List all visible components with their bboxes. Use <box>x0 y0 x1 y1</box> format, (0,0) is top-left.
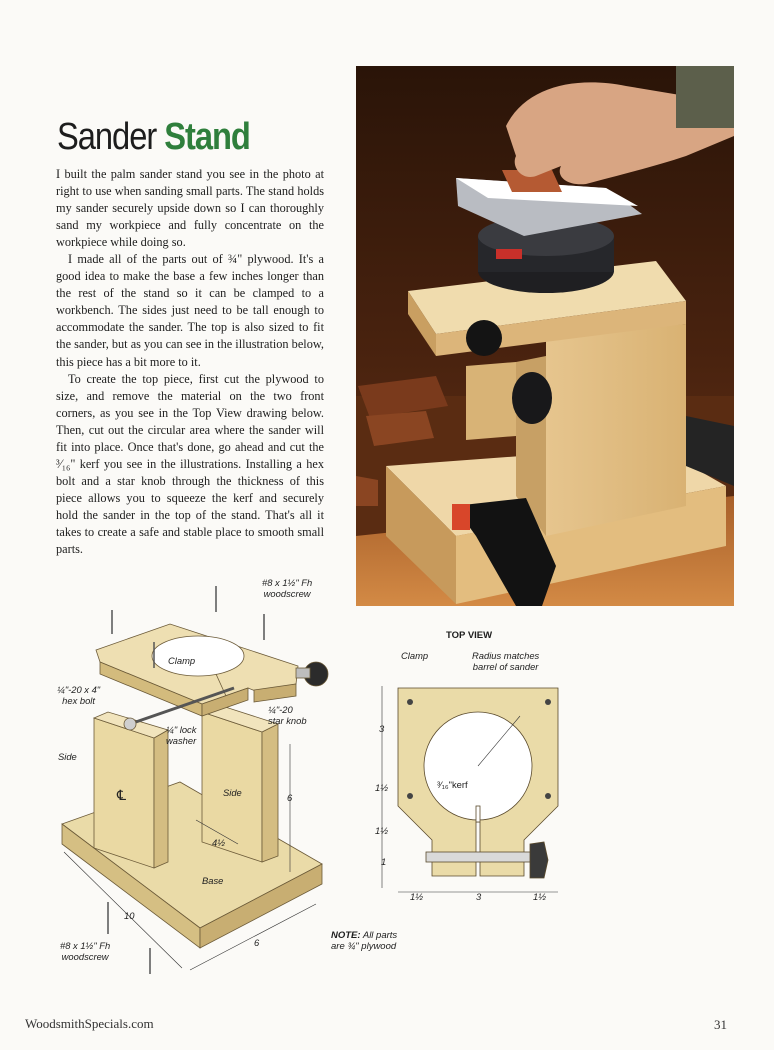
iso-hex-bolt-label: ¼"-20 x 4" hex bolt <box>57 684 101 706</box>
top-view-dim-v1: 3 <box>379 723 385 734</box>
paragraph-3: To create the top piece, first cut the plywood to size, and remove the material on the two front corners, as you see in the Top View drawing below. Then, cut out the circular area where the sander will fit into place. Once that's done, go ahead and cut the ³⁄₁₆" kerf you see in the illustrations. Installing a hex bolt and a star knob through the thickness of this piece allows you to squeeze the kerf and securely hold the sander in the top of the stand. That's all it takes to create a safe and stable place to smooth small parts. <box>56 371 324 557</box>
paragraph-2: I made all of the parts out of ¾" plywood. It's a good idea to make the base a few inches longer than the rest of the stand so it can be clamped to a workbench. The sides just need to be tall enough to accommodate the sander. The top is also sized to fit the sander, but as you can see in the illustration below, this piece has a bit more to it. <box>56 252 324 369</box>
top-view-title: TOP VIEW <box>446 630 493 641</box>
iso-screw-top-label: #8 x 1½" Fh woodscrew <box>262 577 313 599</box>
top-view-radius-note: Radius matches barrel of sander <box>472 650 540 672</box>
plywood-note: NOTE: All parts are ¾" plywood <box>331 930 398 952</box>
article-title: Sander Stand <box>57 116 250 158</box>
iso-side-left-label: Side <box>58 751 77 762</box>
top-view-dim-h1: 1½ <box>410 891 424 902</box>
iso-centerline-label: ℄ <box>117 787 126 803</box>
top-view-kerf-label: ³⁄₁₆"kerf <box>437 779 468 790</box>
article-body <box>56 166 324 558</box>
iso-lock-washer-label: ¼" lock washer <box>166 724 197 746</box>
iso-base-label: Base <box>202 875 224 886</box>
top-view-clamp-label: Clamp <box>401 650 429 661</box>
footer-page-number: 31 <box>714 1017 727 1032</box>
iso-clamp-label: Clamp <box>168 655 196 666</box>
iso-side-right-label: Side <box>223 787 242 798</box>
top-view-dim-h3: 1½ <box>533 891 547 902</box>
top-view-dim-v2: 1½ <box>375 782 389 793</box>
top-view-dim-v4: 1 <box>381 856 387 867</box>
paragraph-1: I built the palm sander stand you see in the photo at right to use when sanding small parts. The stand holds my sander securely upside down so I can thoroughly sand my workpiece and fully concentrate on the workpiece while doing so. <box>56 167 324 250</box>
sander-stand-photo <box>356 66 734 606</box>
iso-dim-width: 6 <box>254 937 260 948</box>
iso-screw-bottom-label: #8 x 1½" Fh woodscrew <box>60 940 111 962</box>
top-view-diagram <box>330 626 580 956</box>
iso-dim-inner: 4½ <box>212 837 226 848</box>
iso-star-knob-label: ¼"-20 star knob <box>268 704 307 726</box>
footer-site: WoodsmithSpecials.com <box>25 1016 154 1031</box>
iso-dim-length: 10 <box>124 910 135 921</box>
iso-dim-height: 6 <box>287 792 293 803</box>
top-view-dim-v3: 1½ <box>375 825 389 836</box>
top-view-dim-h2: 3 <box>476 891 482 902</box>
exploded-view-diagram <box>50 572 350 982</box>
